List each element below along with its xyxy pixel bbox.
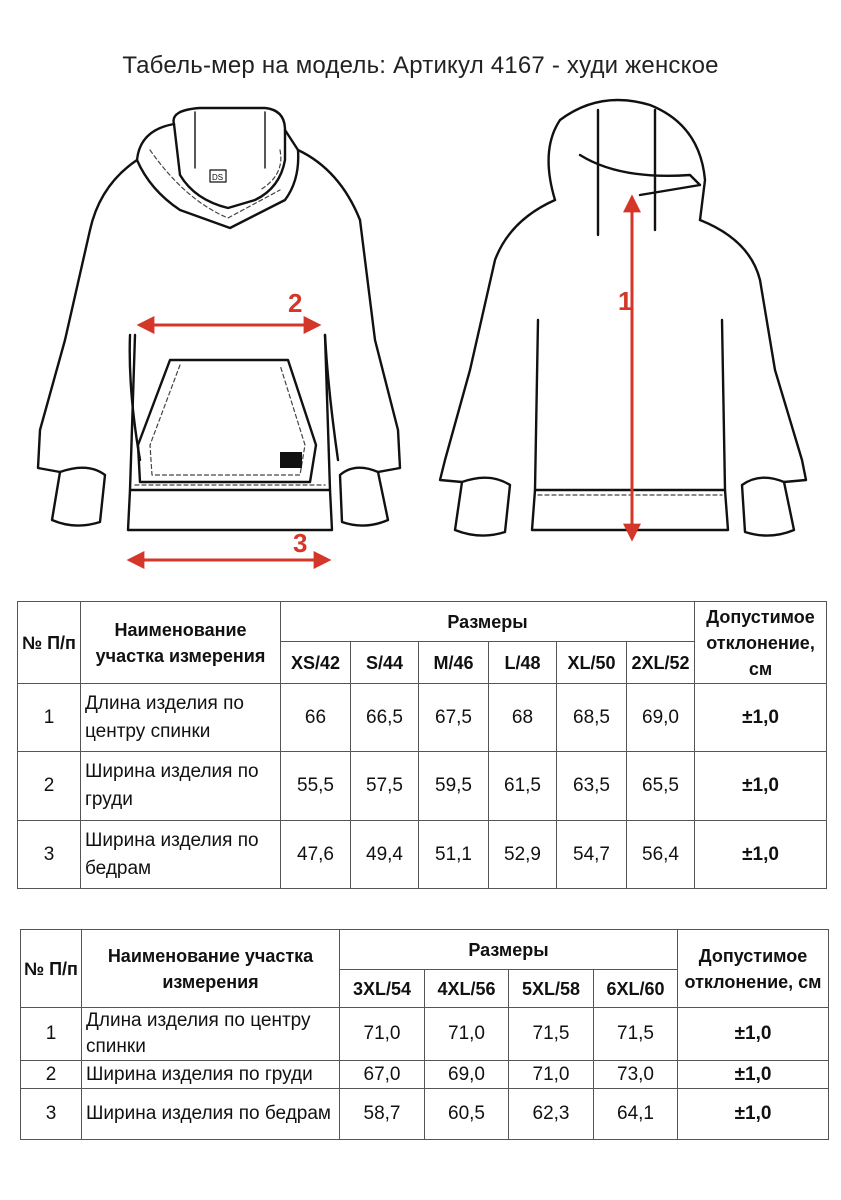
size-header: 4XL/56 [425, 970, 509, 1008]
cell-value: 54,7 [557, 821, 627, 889]
cell-tolerance: ±1,0 [695, 752, 827, 821]
marker-2: 2 [288, 288, 303, 318]
row-num: 1 [21, 1008, 82, 1061]
col-sizes-header: Размеры [281, 602, 695, 642]
cell-value: 47,6 [281, 821, 351, 889]
row-num: 2 [18, 752, 81, 821]
cell-value: 57,5 [351, 752, 419, 821]
size-header: 5XL/58 [509, 970, 594, 1008]
size-header: 2XL/52 [627, 642, 695, 684]
logo-text: DS [212, 173, 224, 182]
size-header: M/46 [419, 642, 489, 684]
row-num: 3 [21, 1089, 82, 1140]
row-num: 2 [21, 1061, 82, 1089]
cell-value: 66,5 [351, 684, 419, 752]
table-row [21, 1061, 829, 1089]
size-table-1 [17, 601, 827, 889]
cell-value: 49,4 [351, 821, 419, 889]
size-header: XS/42 [281, 642, 351, 684]
cell-value: 71,0 [509, 1061, 594, 1089]
row-name: Длина изделия по центру спинки [81, 684, 281, 752]
row-name: Длина изделия по центру спинки [82, 1008, 340, 1061]
col-num-header: № П/п [21, 930, 82, 1008]
cell-value: 68 [489, 684, 557, 752]
cell-value: 59,5 [419, 752, 489, 821]
row-name: Ширина изделия по бедрам [82, 1089, 340, 1140]
measurement-arrows [130, 198, 632, 560]
col-tolerance-header: Допустимое отклонение, см [678, 930, 829, 1008]
cell-value: 67,5 [419, 684, 489, 752]
row-num: 3 [18, 821, 81, 889]
size-header: 6XL/60 [594, 970, 678, 1008]
size-header: L/48 [489, 642, 557, 684]
cell-tolerance: ±1,0 [678, 1061, 829, 1089]
cell-value: 52,9 [489, 821, 557, 889]
table-row [18, 821, 827, 889]
cell-value: 58,7 [340, 1089, 425, 1140]
col-tolerance-header: Допустимое отклонение, см [695, 602, 827, 684]
page-title: Табель-мер на модель: Артикул 4167 - худи женское [122, 52, 719, 79]
col-num-header: № П/п [18, 602, 81, 684]
cell-value: 71,0 [340, 1008, 425, 1061]
table-row [18, 752, 827, 821]
cell-value: 62,3 [509, 1089, 594, 1140]
row-num: 1 [18, 684, 81, 752]
cell-value: 60,5 [425, 1089, 509, 1140]
cell-value: 71,5 [509, 1008, 594, 1061]
size-table-2 [20, 929, 829, 1140]
cell-value: 71,0 [425, 1008, 509, 1061]
cell-value: 69,0 [425, 1061, 509, 1089]
cell-value: 63,5 [557, 752, 627, 821]
col-name-header: Наименование участка измерения [81, 602, 281, 684]
cell-tolerance: ±1,0 [695, 684, 827, 752]
cell-value: 65,5 [627, 752, 695, 821]
cell-value: 64,1 [594, 1089, 678, 1140]
table-row [21, 1008, 829, 1061]
col-name-header: Наименование участка измерения [82, 930, 340, 1008]
cell-value: 66 [281, 684, 351, 752]
col-sizes-header: Размеры [340, 930, 678, 970]
cell-value: 55,5 [281, 752, 351, 821]
size-header: XL/50 [557, 642, 627, 684]
logo-patch [280, 452, 302, 468]
cell-value: 73,0 [594, 1061, 678, 1089]
cell-value: 56,4 [627, 821, 695, 889]
row-name: Ширина изделия по груди [81, 752, 281, 821]
table-row [21, 1089, 829, 1140]
row-name: Ширина изделия по бедрам [81, 821, 281, 889]
size-header: 3XL/54 [340, 970, 425, 1008]
size-header: S/44 [351, 642, 419, 684]
cell-value: 51,1 [419, 821, 489, 889]
marker-1: 1 [618, 286, 633, 316]
cell-tolerance: ±1,0 [695, 821, 827, 889]
hoodie-sketch [0, 90, 841, 580]
back-view [440, 100, 806, 536]
cell-tolerance: ±1,0 [678, 1089, 829, 1140]
marker-3: 3 [293, 528, 308, 558]
table-row [18, 684, 827, 752]
cell-value: 61,5 [489, 752, 557, 821]
cell-value: 71,5 [594, 1008, 678, 1061]
cell-tolerance: ±1,0 [678, 1008, 829, 1061]
cell-value: 67,0 [340, 1061, 425, 1089]
row-name: Ширина изделия по груди [82, 1061, 340, 1089]
cell-value: 68,5 [557, 684, 627, 752]
cell-value: 69,0 [627, 684, 695, 752]
